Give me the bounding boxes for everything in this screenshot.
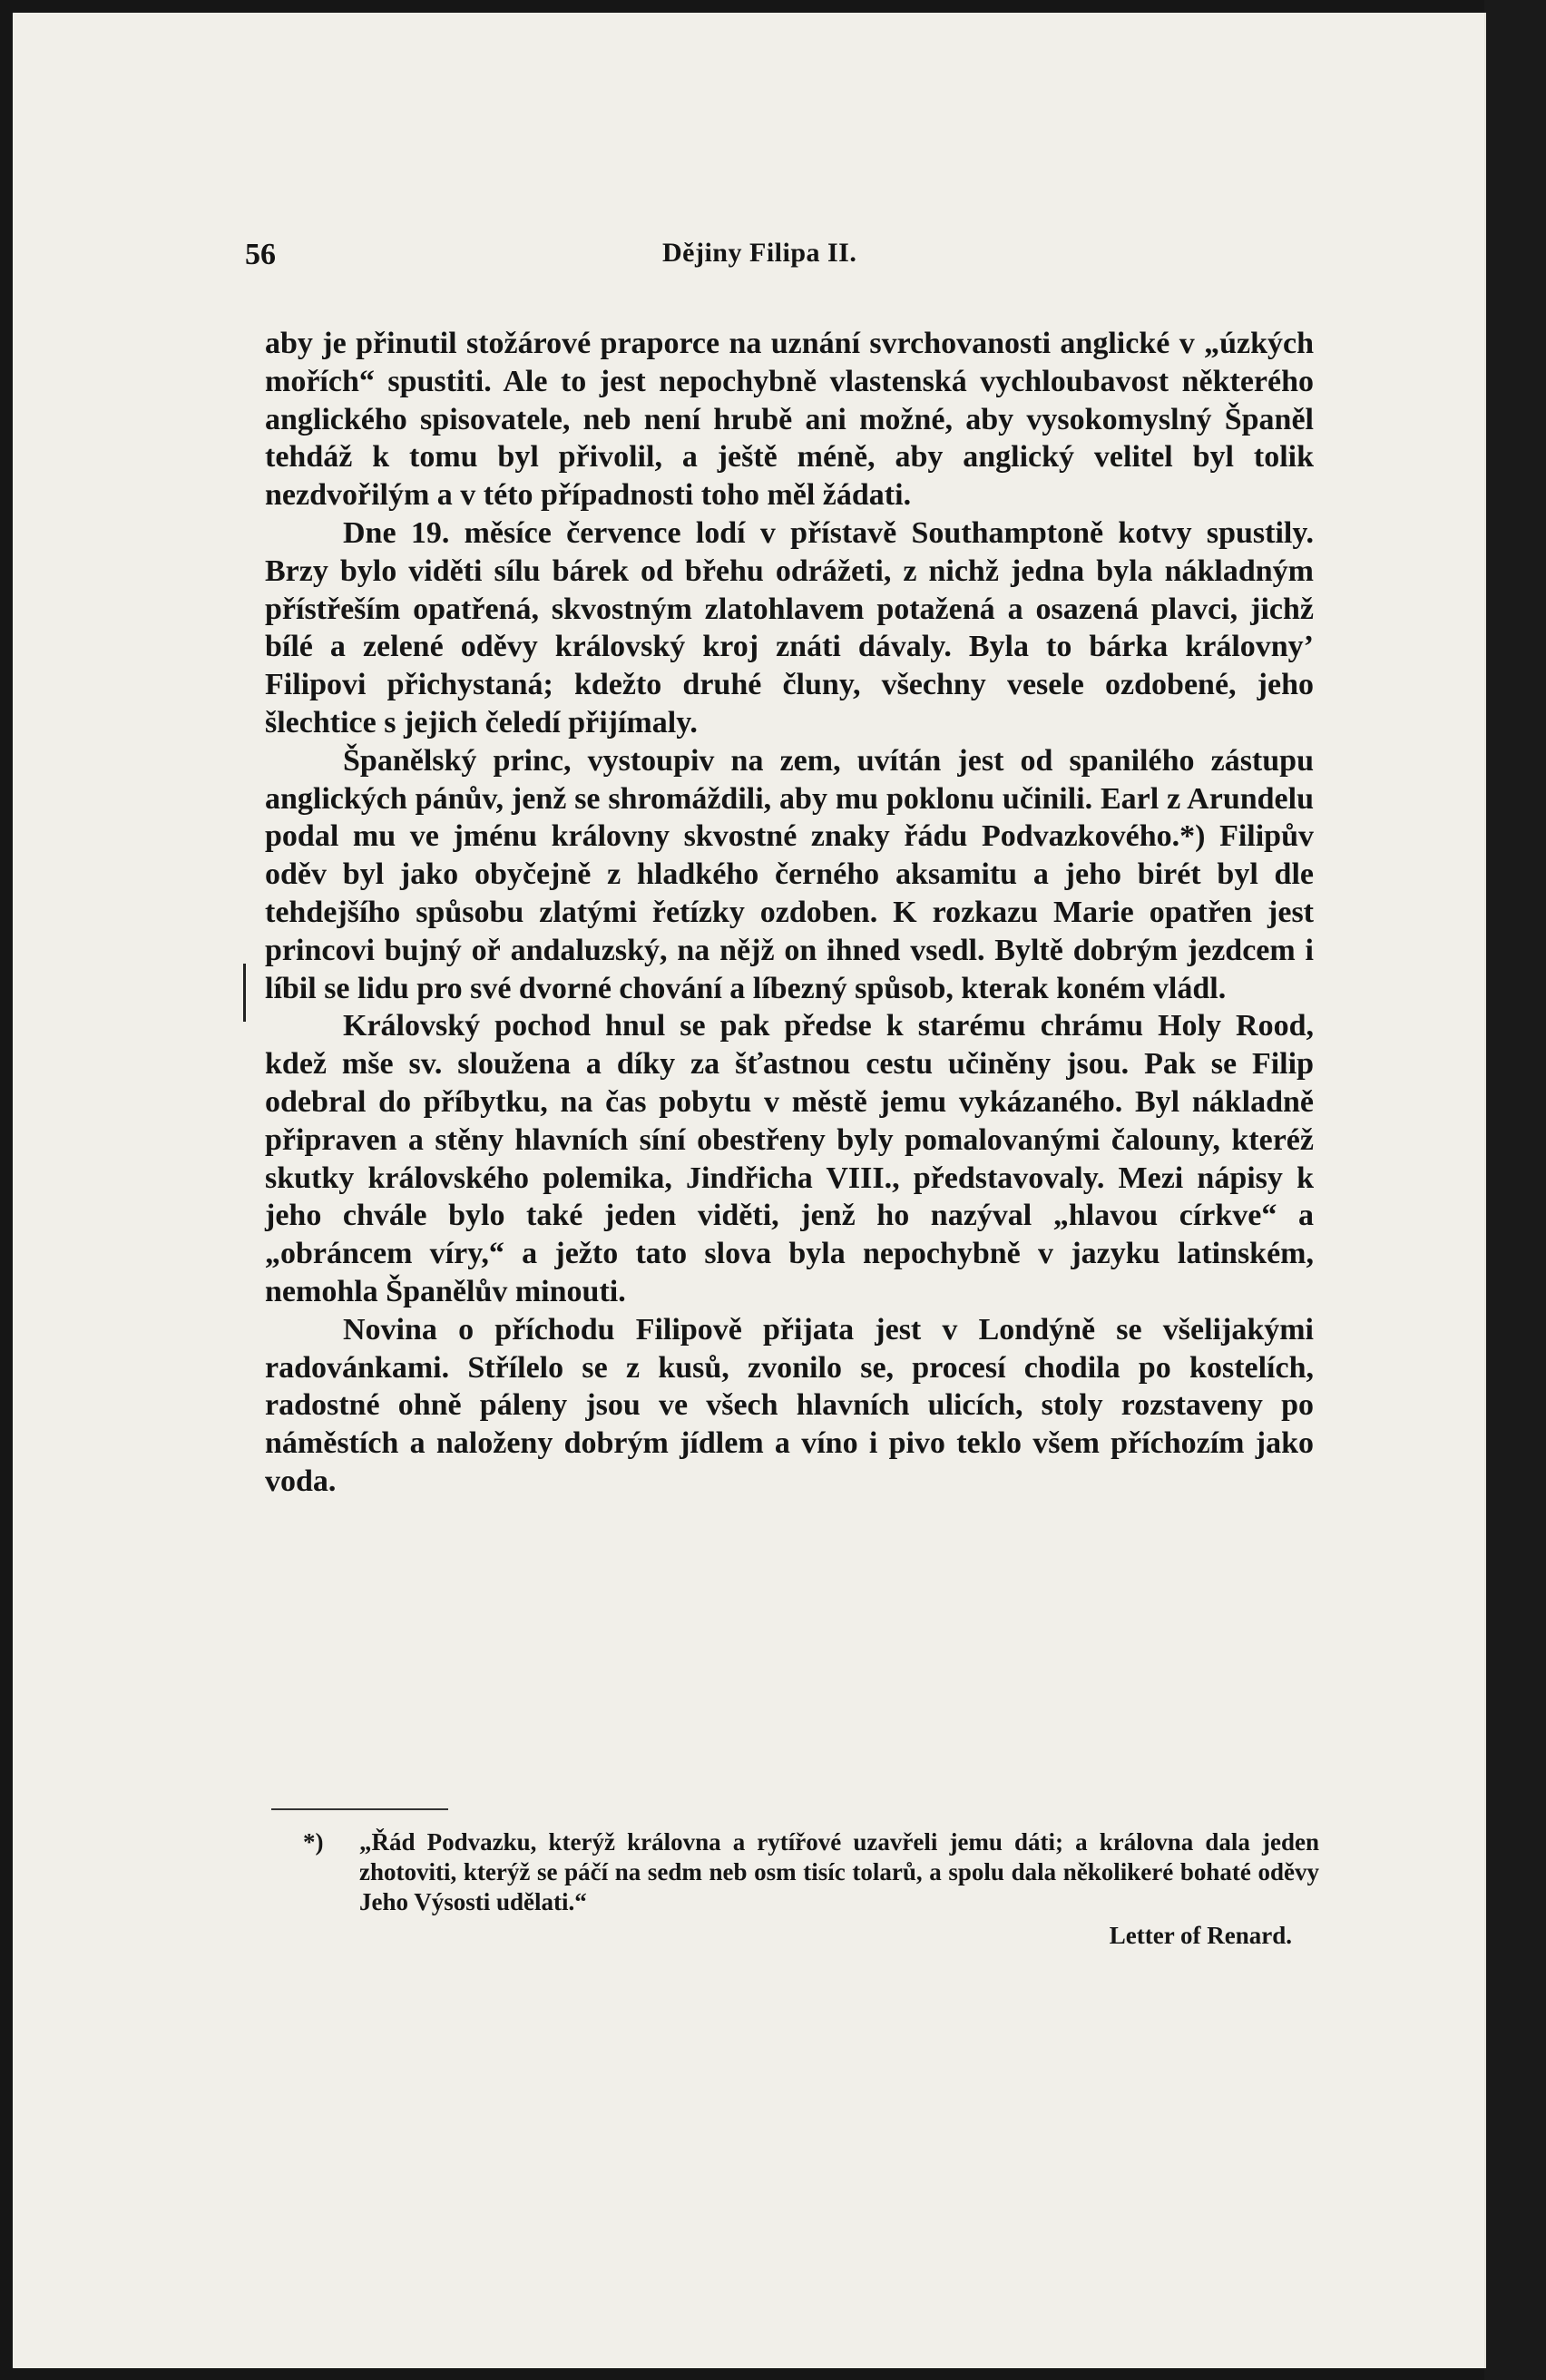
margin-mark <box>243 964 246 1022</box>
footnote-source: Letter of Renard. <box>1109 1922 1292 1949</box>
footnote-rule <box>271 1808 448 1810</box>
page-number: 56 <box>245 238 276 271</box>
scanned-page <box>13 13 1484 2368</box>
footnote-text: „Řád Podvazku, kterýž královna a rytířové uzavřeli jemu dáti; a královna dala jeden zhotoviti, kterýž se páčí na sedm neb osm tisíc tolarů, a spolu dala několikeré bohaté oděvy Jeho Výsosti udělati.“ <box>359 1828 1319 1915</box>
paragraph: Španělský princ, vystoupiv na zem, uvítán jest od spanilého zástupu anglických pánův, jenž se shromáždili, aby mu poklonu učinili. Earl z Arundelu podal mu ve jménu královny skvostné znaky řádu Podvazkového.*) Filipův oděv byl jako obyčejně z hladkého černého aksamitu a jeho birét byl dle tehdejšího spůsobu zlatými řetízky ozdoben. K rozkazu Marie opatřen jest princovi bujný oř andaluzský, na nějž on ihned vsedl. Byltě dobrým jezdcem i líbil se lidu pro své dvorné chování a líbezný spůsob, kterak koném vládl. <box>265 743 1314 1005</box>
paragraph: Dne 19. měsíce července lodí v přístavě Southamptoně kotvy spustily. Brzy bylo viděti sílu bárek od břehu odrážeti, z nichž jedna byla nákladným přístřeším opatřená, skvostným zlatohlavem potažená a osazená plavci, jichž bílé a zelené oděvy královský kroj znáti dávaly. Byla to bárka královny’ Filipovi přichystaná; kdežto druhé čluny, všechny vesele ozdobené, jeho šlechtice s jejich čeledí přijímaly. <box>265 515 1314 739</box>
paragraph: Novina o příchodu Filipově přijata jest v Londýně se všelijakými radovánkami. Střílelo se z kusů, zvonilo se, procesí chodila po kostelích, radostné ohně páleny jsou ve všech hlavních ulicích, stoly rozstaveny po náměstích a naloženy dobrým jídlem a víno i pivo teklo všem příchozím jako voda. <box>265 1312 1314 1498</box>
footnote <box>303 1827 1319 1951</box>
book-spine-shadow <box>1484 0 1546 2380</box>
footnote-marker: *) <box>303 1828 324 1856</box>
body-text <box>265 325 1314 1501</box>
running-head <box>245 238 1308 283</box>
paragraph: Královský pochod hnul se pak předse k starému chrámu Holy Rood, kdež mše sv. sloužena a díky za šťastnou cestu učiněny jsou. Pak se Filip odebral do příbytku, na čas pobytu v městě jemu vykázaného. Byl nákladně připraven a stěny hlavních síní obestřeny byly pomalovanými čalouny, kteréž skutky královského polemika, Jindřicha VIII., představovaly. Mezi nápisy k jeho chvále bylo také jeden viděti, jenž ho nazýval „hlavou církve“ a „obráncem víry,“ a ježto tato slova byla nepochybně v jazyku latinském, nemohla Španělův minouti. <box>265 1009 1314 1308</box>
paragraph: aby je přinutil stožárové praporce na uznání svrchovanosti anglické v „úzkých mořích“ spustiti. Ale to jest nepochybně vlastenská vychloubavost některého anglického spisovatele, neb není hrubě ani možné, aby vysokomyslný Španěl tehdáž k tomu byl přivolil, a ještě méně, aby anglický velitel byl tolik nezdvořilým a v této případnosti toho měl žádati. <box>265 327 1314 513</box>
running-title: Dějiny Filipa II. <box>662 238 857 268</box>
